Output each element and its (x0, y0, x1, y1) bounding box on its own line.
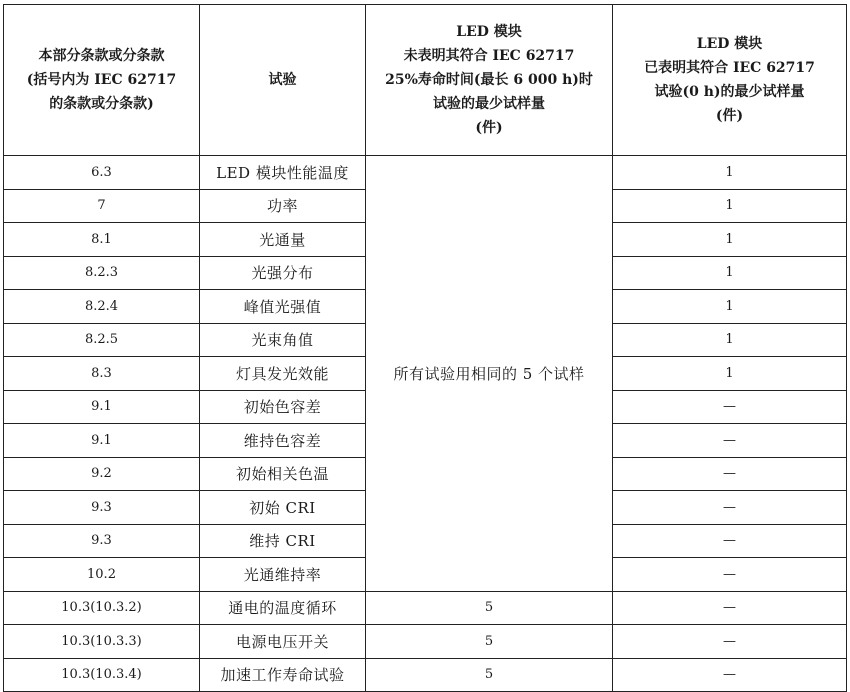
test-cell: LED 模块性能温度 (200, 156, 366, 190)
header-not-compliant (366, 5, 613, 156)
header-compliant (613, 5, 847, 156)
table-row (4, 625, 847, 659)
clause-cell: 9.1 (4, 424, 200, 458)
compliant-qty-cell: 1 (613, 223, 847, 257)
test-cell: 初始 CRI (200, 491, 366, 525)
clause-cell: 8.2.3 (4, 256, 200, 290)
header-test-line: 试验 (268, 72, 297, 88)
compliant-qty-cell: 1 (613, 357, 847, 391)
clause-cell: 10.2 (4, 558, 200, 592)
test-cell: 功率 (200, 189, 366, 223)
header-row (4, 5, 847, 156)
clause-cell: 9.2 (4, 457, 200, 491)
table-row (4, 591, 847, 625)
header-compliant-line: (件) (715, 108, 744, 124)
not-compliant-qty-cell: 5 (366, 591, 613, 625)
test-cell: 初始色容差 (200, 390, 366, 424)
compliant-qty-cell: — (613, 591, 847, 625)
header-not-compliant-line: 25%寿命时间(最长 6 000 h)时 (385, 72, 593, 88)
header-clause-line: 的条款或分条款) (49, 96, 154, 112)
clause-cell: 9.3 (4, 524, 200, 558)
clause-cell: 9.1 (4, 390, 200, 424)
compliant-qty-cell: 1 (613, 189, 847, 223)
test-cell: 峰值光强值 (200, 290, 366, 324)
not-compliant-qty-cell: 5 (366, 625, 613, 659)
compliant-qty-cell: 1 (613, 256, 847, 290)
test-cell: 光束角值 (200, 323, 366, 357)
clause-cell: 9.3 (4, 491, 200, 525)
header-not-compliant-line: LED 模块 (456, 24, 522, 40)
not-compliant-qty-cell: 5 (366, 658, 613, 692)
clause-cell: 10.3(10.3.3) (4, 625, 200, 659)
clause-cell: 8.1 (4, 223, 200, 257)
compliant-qty-cell: — (613, 524, 847, 558)
header-compliant-line: 试验(0 h)的最少试样量 (654, 84, 805, 100)
header-test (200, 5, 366, 156)
clause-cell: 10.3(10.3.4) (4, 658, 200, 692)
clause-cell: 10.3(10.3.2) (4, 591, 200, 625)
clause-cell: 8.2.5 (4, 323, 200, 357)
sample-quantity-table (3, 4, 847, 692)
test-cell: 光强分布 (200, 256, 366, 290)
test-cell: 维持色容差 (200, 424, 366, 458)
header-compliant-line: LED 模块 (696, 36, 763, 52)
header-not-compliant-line: (件) (475, 120, 503, 136)
test-cell: 通电的温度循环 (200, 591, 366, 625)
header-not-compliant-line: 未表明其符合 IEC 62717 (403, 48, 575, 64)
merged-sample-note: 所有试验用相同的 5 个试样 (366, 156, 613, 592)
header-not-compliant-line: 试验的最少试样量 (433, 96, 545, 112)
compliant-qty-cell: — (613, 491, 847, 525)
clause-cell: 8.3 (4, 357, 200, 391)
clause-cell: 7 (4, 189, 200, 223)
clause-cell: 8.2.4 (4, 290, 200, 324)
test-cell: 灯具发光效能 (200, 357, 366, 391)
test-cell: 电源电压开关 (200, 625, 366, 659)
test-cell: 光通量 (200, 223, 366, 257)
header-compliant-line: 已表明其符合 IEC 62717 (644, 60, 815, 76)
compliant-qty-cell: — (613, 390, 847, 424)
test-cell: 初始相关色温 (200, 457, 366, 491)
compliant-qty-cell: 1 (613, 290, 847, 324)
header-clause (4, 5, 200, 156)
compliant-qty-cell: — (613, 457, 847, 491)
compliant-qty-cell: — (613, 625, 847, 659)
test-cell: 加速工作寿命试验 (200, 658, 366, 692)
compliant-qty-cell: — (613, 658, 847, 692)
compliant-qty-cell: — (613, 424, 847, 458)
header-clause-line: (括号内为 IEC 62717 (26, 72, 177, 88)
table-row (4, 658, 847, 692)
test-cell: 维持 CRI (200, 524, 366, 558)
compliant-qty-cell: — (613, 558, 847, 592)
table-row (4, 156, 847, 190)
compliant-qty-cell: 1 (613, 156, 847, 190)
compliant-qty-cell: 1 (613, 323, 847, 357)
test-cell: 光通维持率 (200, 558, 366, 592)
header-clause-line: 本部分条款或分条款 (38, 48, 165, 64)
clause-cell: 6.3 (4, 156, 200, 190)
